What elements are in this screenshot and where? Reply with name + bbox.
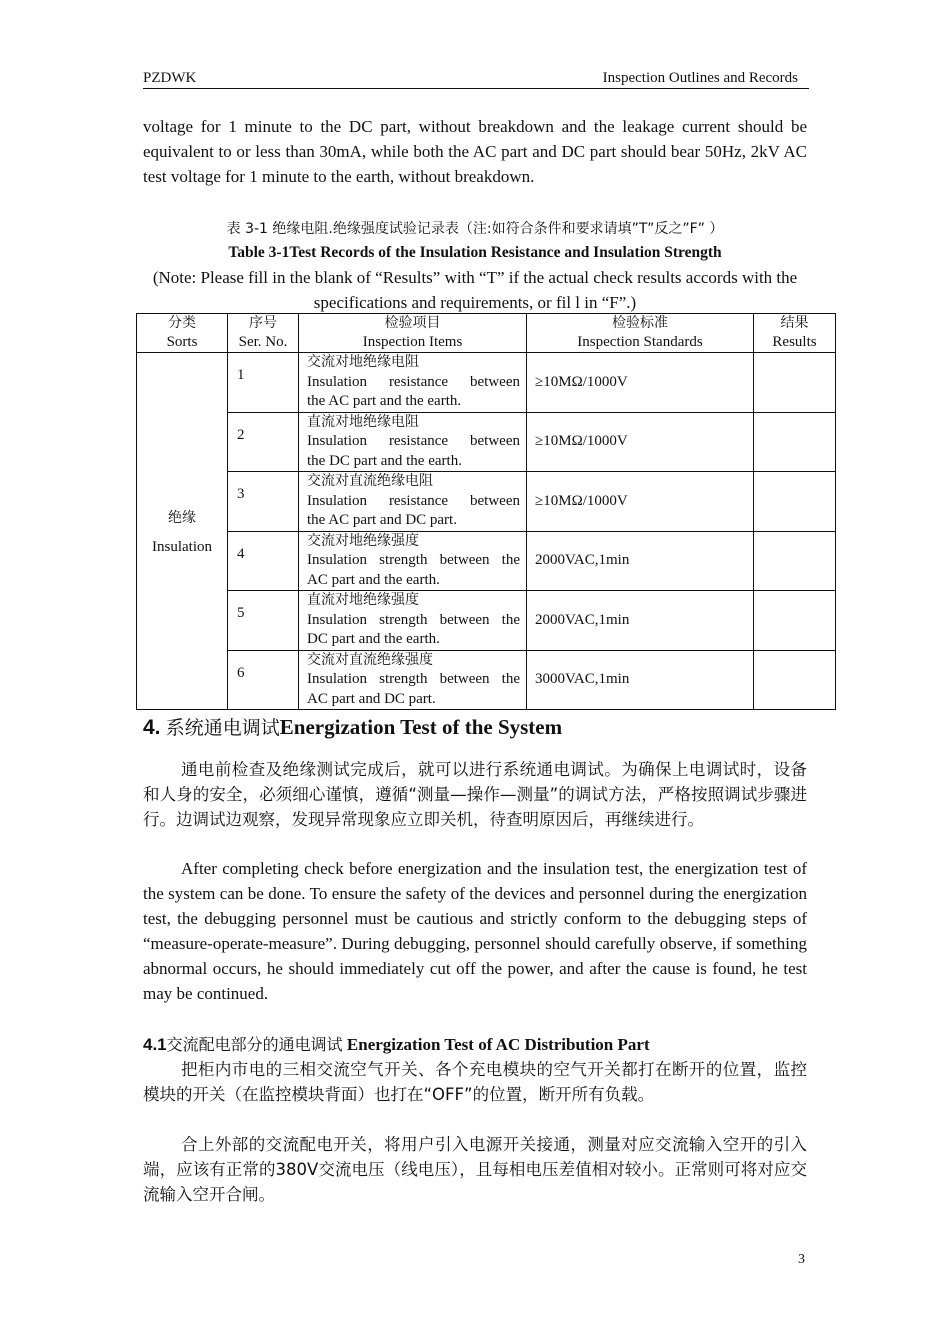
standard-cell: ≥10MΩ/1000V <box>527 353 754 413</box>
item-cell: 直流对地绝缘强度 Insulation strength between the DC part and the earth. <box>299 591 527 651</box>
intro-paragraph: voltage for 1 minute to the DC part, without breakdown and the leakage current should be equivalent to or less than 30mA, while both the AC part and DC part should bear 50Hz, 2kV AC test voltage for 1 minute to the earth, without breakdown. <box>143 117 807 186</box>
section-4-heading: 4. 系统通电调试Energization Test of the System <box>143 715 563 739</box>
serial-cell: 6 <box>228 650 299 710</box>
standard-cell: 2000VAC,1min <box>527 591 754 651</box>
table-caption-cn: 表 3-1 绝缘电阻.绝缘强度试验记录表（注:如符合条件和要求请填”T”反之”F” ） <box>226 221 724 237</box>
header-sorts: 分类 Sorts <box>137 314 228 353</box>
table-row <box>137 412 836 472</box>
serial-cell: 2 <box>228 412 299 472</box>
table-note: (Note: Please fill in the blank of “Results” with “T” if the actual check results accords with the specifications and requirements, or fil l in “F”.) <box>152 268 798 312</box>
serial-cell: 1 <box>228 353 299 413</box>
table-row <box>137 591 836 651</box>
standard-cell: ≥10MΩ/1000V <box>527 472 754 532</box>
table-row <box>137 650 836 710</box>
standard-cell: 3000VAC,1min <box>527 650 754 710</box>
section-4-1-paragraph-1: 把柜内市电的三相交流空气开关、各个充电模块的空气开关都打在断开的位置，监控模块的开关（在监控模块背面）也打在“OFF”的位置，断开所有负载。 <box>143 1060 807 1104</box>
result-cell[interactable] <box>754 472 836 532</box>
table-row <box>137 353 836 413</box>
header-standards: 检验标准 Inspection Standards <box>527 314 754 353</box>
header-serial: 序号 Ser. No. <box>228 314 299 353</box>
page-number: 3 <box>798 1252 805 1267</box>
serial-cell: 4 <box>228 531 299 591</box>
header-rule <box>143 88 809 89</box>
item-cell: 直流对地绝缘电阻 Insulation resistance between the DC part and the earth. <box>299 412 527 472</box>
section-4-paragraph-en: After completing check before energization and the insulation test, the energization test of the system can be done. To ensure the safety of the devices and personnel during the energization test, the debugging personnel must be cautious and strictly conform to the debugging steps of “measure-operate-measure”. During debugging, personnel should carefully observe, if something abnormal occurs, he should immediately cut off the power, and after the cause is found, he test may be continued. <box>143 859 807 1003</box>
result-cell[interactable] <box>754 353 836 413</box>
header-title: Inspection Outlines and Records <box>602 70 798 86</box>
insulation-test-table <box>136 313 836 710</box>
table-caption-en: Table 3-1Test Records of the Insulation Resistance and Insulation Strength <box>228 244 722 261</box>
item-cell: 交流对直流绝缘电阻 Insulation resistance between the AC part and DC part. <box>299 472 527 532</box>
result-cell[interactable] <box>754 591 836 651</box>
table-header-row <box>137 314 836 353</box>
section-4-1-heading: 4.1交流配电部分的通电调试 Energization Test of AC Distribution Part <box>143 1035 650 1054</box>
result-cell[interactable] <box>754 412 836 472</box>
result-cell[interactable] <box>754 531 836 591</box>
header-results: 结果 Results <box>754 314 836 353</box>
section-4-1-paragraph-2: 合上外部的交流配电开关，将用户引入电源开关接通，测量对应交流输入空开的引入端，应该有正常的380V交流电压（线电压），且每相电压差值相对较小。正常则可将对应交流输入空开合闸。 <box>143 1135 807 1204</box>
header-company: PZDWK <box>143 70 197 86</box>
section-4-paragraph-cn: 通电前检查及绝缘测试完成后，就可以进行系统通电调试。为确保上电调试时，设备和人身的安全，必须细心谨慎，遵循“测量—操作—测量”的调试方法，严格按照调试步骤进行。边调试边观察，发现异常现象应立即关机，待查明原因后，再继续进行。 <box>143 760 807 829</box>
item-cell: 交流对直流绝缘强度 Insulation strength between the AC part and DC part. <box>299 650 527 710</box>
standard-cell: 2000VAC,1min <box>527 531 754 591</box>
table-row <box>137 531 836 591</box>
standard-cell: ≥10MΩ/1000V <box>527 412 754 472</box>
item-cell: 交流对地绝缘强度 Insulation strength between the AC part and the earth. <box>299 531 527 591</box>
serial-cell: 3 <box>228 472 299 532</box>
result-cell[interactable] <box>754 650 836 710</box>
serial-cell: 5 <box>228 591 299 651</box>
item-cell: 交流对地绝缘电阻 Insulation resistance between the AC part and the earth. <box>299 353 527 413</box>
sort-cell: 绝缘 Insulation <box>137 353 228 710</box>
table-row <box>137 472 836 532</box>
header-items: 检验项目 Inspection Items <box>299 314 527 353</box>
